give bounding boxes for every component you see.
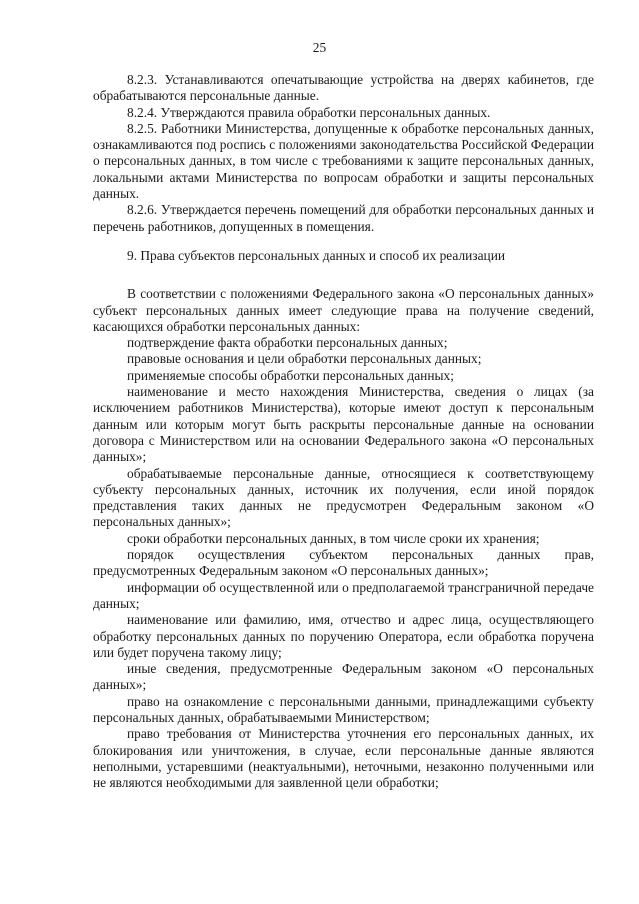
list-item: иные сведения, предусмотренные Федеральным законом «О персональных данных»; <box>93 661 594 693</box>
list-item: подтверждение факта обработки персональных данных; <box>127 335 448 351</box>
paragraph-8-2-6: 8.2.6. Утверждается перечень помещений для обработки персональных данных и перечень работников, допущенных в помещения. <box>93 202 594 234</box>
list-item: правовые основания и цели обработки персональных данных; <box>127 351 482 367</box>
list-item: информации об осуществленной или о предполагаемой трансграничной передаче данных; <box>93 579 594 611</box>
list-item: обрабатываемые персональные данные, относящиеся к соответствующему субъекту персональных данных, источник их получения, если иной порядок представления таких данных не предусмотрен Федеральным законом «О персональных данных»; <box>93 465 594 530</box>
list-item: наименование и место нахождения Министерства, сведения о лицах (за исключением работников Министерства), которые имеют доступ к персональным данным или которым могут быть раскрыты персональные данные на основании договора с Министерством или на основании Федерального закона «О персональных данных»; <box>93 384 594 465</box>
list-item: применяемые способы обработки персональных данных; <box>127 367 454 383</box>
page-number: 25 <box>312 40 327 55</box>
list-item: порядок осуществления субъектом персональных данных прав, предусмотренных Федеральным законом «О персональных данных»; <box>93 547 594 579</box>
section-intro-paragraph: В соответствии с положениями Федерального закона «О персональных данных» субъект персональных данных имеет следующие права на получение сведений, касающихся обработки персональных данных: <box>93 286 594 334</box>
list-item: сроки обработки персональных данных, в том числе сроки их хранения; <box>127 530 540 546</box>
paragraph-8-2-4: 8.2.4. Утверждаются правила обработки персональных данных. <box>127 104 491 120</box>
spacer <box>93 264 594 286</box>
section-heading: 9. Права субъектов персональных данных и способ их реализации <box>127 247 506 263</box>
spacer <box>93 235 594 248</box>
list-item: наименование или фамилию, имя, отчество и адрес лица, осуществляющего обработку персональных данных по поручению Оператора, если обработка поручена или будет поручена такому лицу; <box>93 612 594 660</box>
paragraph-8-2-5: 8.2.5. Работники Министерства, допущенные к обработке персональных данных, ознакамливаются под роспись с положениями законодательства Российской Федерации о персональных данных, в том числе с требованиями к защите персональных данных, локальными актами Министерства по вопросам обработки и защиты персональных данных. <box>93 120 594 202</box>
list-item: право на ознакомление с персональными данными, принадлежащими субъекту персональных данных, обрабатываемыми Министерством; <box>93 693 594 725</box>
list-item: право требования от Министерства уточнения его персональных данных, их блокирования или уничтожения, в случае, если персональные данные являются неполными, устаревшими (неактуальными), неточными, незаконно полученными или не являются необходимыми для заявленной цели обработки; <box>93 726 594 791</box>
document-body <box>93 72 594 791</box>
paragraph-8-2-3: 8.2.3. Устанавливаются опечатывающие устройства на дверях кабинетов, где обрабатываются персональные данные. <box>93 72 594 104</box>
